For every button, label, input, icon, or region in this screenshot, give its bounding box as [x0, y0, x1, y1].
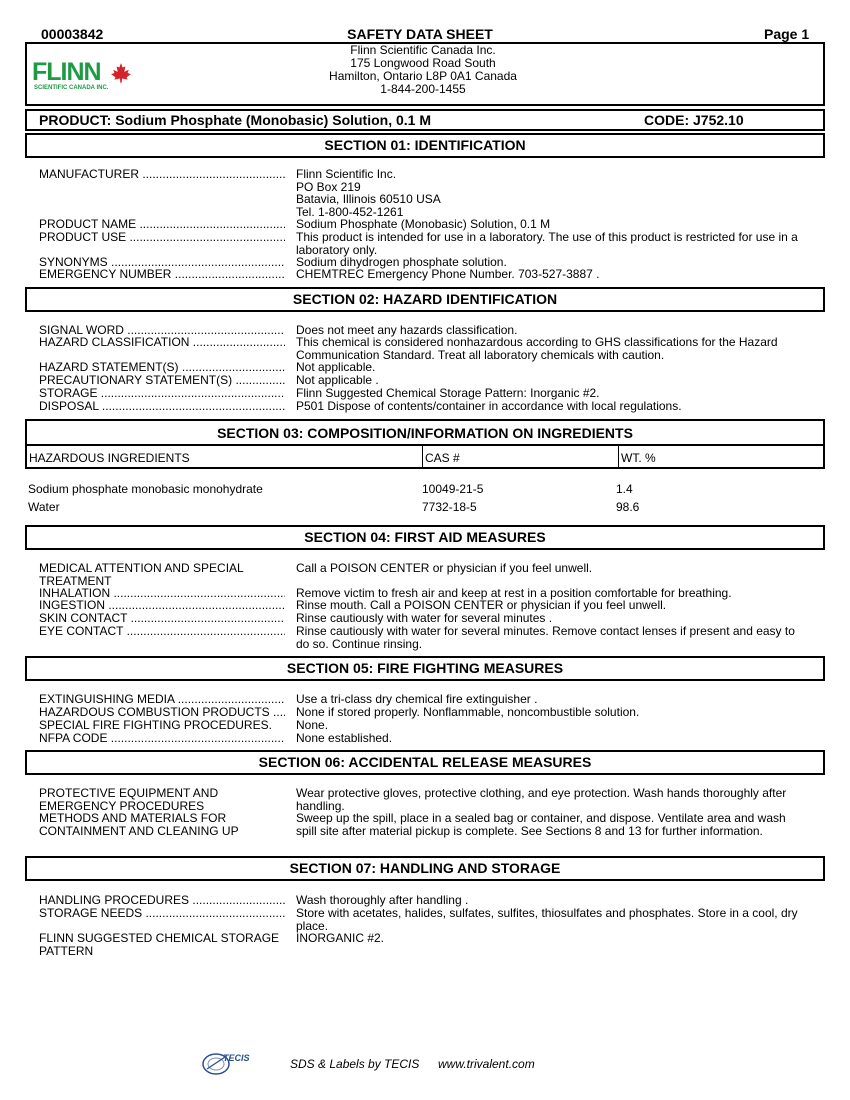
tecis-logo: TECIS: [201, 1050, 259, 1076]
page-number: Page 1: [764, 26, 810, 42]
section-04-heading: SECTION 04: FIRST AID MEASURES: [25, 525, 825, 550]
ingredient-weight: 98.6: [616, 500, 640, 514]
ingredient-weight: 1.4: [616, 482, 633, 496]
column-header-weight: WT. %: [621, 451, 656, 465]
ingredient-name: Sodium phosphate monobasic monohydrate: [28, 482, 263, 496]
maple-leaf-icon: [110, 62, 132, 84]
composition-box: [25, 419, 825, 469]
company-address: Flinn Scientific Canada Inc. 175 Longwood Road South Hamilton, Ontario L8P 0A1 Canada 1-844-200-1455: [329, 43, 517, 96]
product-code: CODE: J752.10: [644, 112, 744, 128]
section-05-heading: SECTION 05: FIRE FIGHTING MEASURES: [25, 656, 825, 681]
company-box: [25, 42, 825, 106]
ingredient-name: Water: [28, 500, 60, 514]
document-title: SAFETY DATA SHEET: [347, 26, 493, 42]
section-01-heading: SECTION 01: IDENTIFICATION: [25, 133, 825, 158]
section-06-heading: SECTION 06: ACCIDENTAL RELEASE MEASURES: [25, 750, 825, 775]
column-header-cas: CAS #: [425, 451, 460, 465]
section-07-heading: SECTION 07: HANDLING AND STORAGE: [25, 856, 825, 881]
product-bar: [25, 109, 825, 131]
section-03-heading: SECTION 03: COMPOSITION/INFORMATION ON INGREDIENTS: [27, 421, 823, 446]
ingredient-cas: 7732-18-5: [422, 500, 477, 514]
column-header-ingredient: HAZARDOUS INGREDIENTS: [29, 451, 190, 465]
document-number: 00003842: [41, 26, 104, 42]
ingredient-cas: 10049-21-5: [422, 482, 484, 496]
section-02-heading: SECTION 02: HAZARD IDENTIFICATION: [25, 287, 825, 312]
footer-url[interactable]: www.trivalent.com: [438, 1057, 535, 1071]
flinn-logo: FLINN SCIENTIFIC CANADA INC.: [32, 58, 142, 94]
product-title: PRODUCT: Sodium Phosphate (Monobasic) Solution, 0.1 M: [39, 112, 432, 128]
footer-credit: SDS & Labels by TECIS: [290, 1057, 420, 1071]
